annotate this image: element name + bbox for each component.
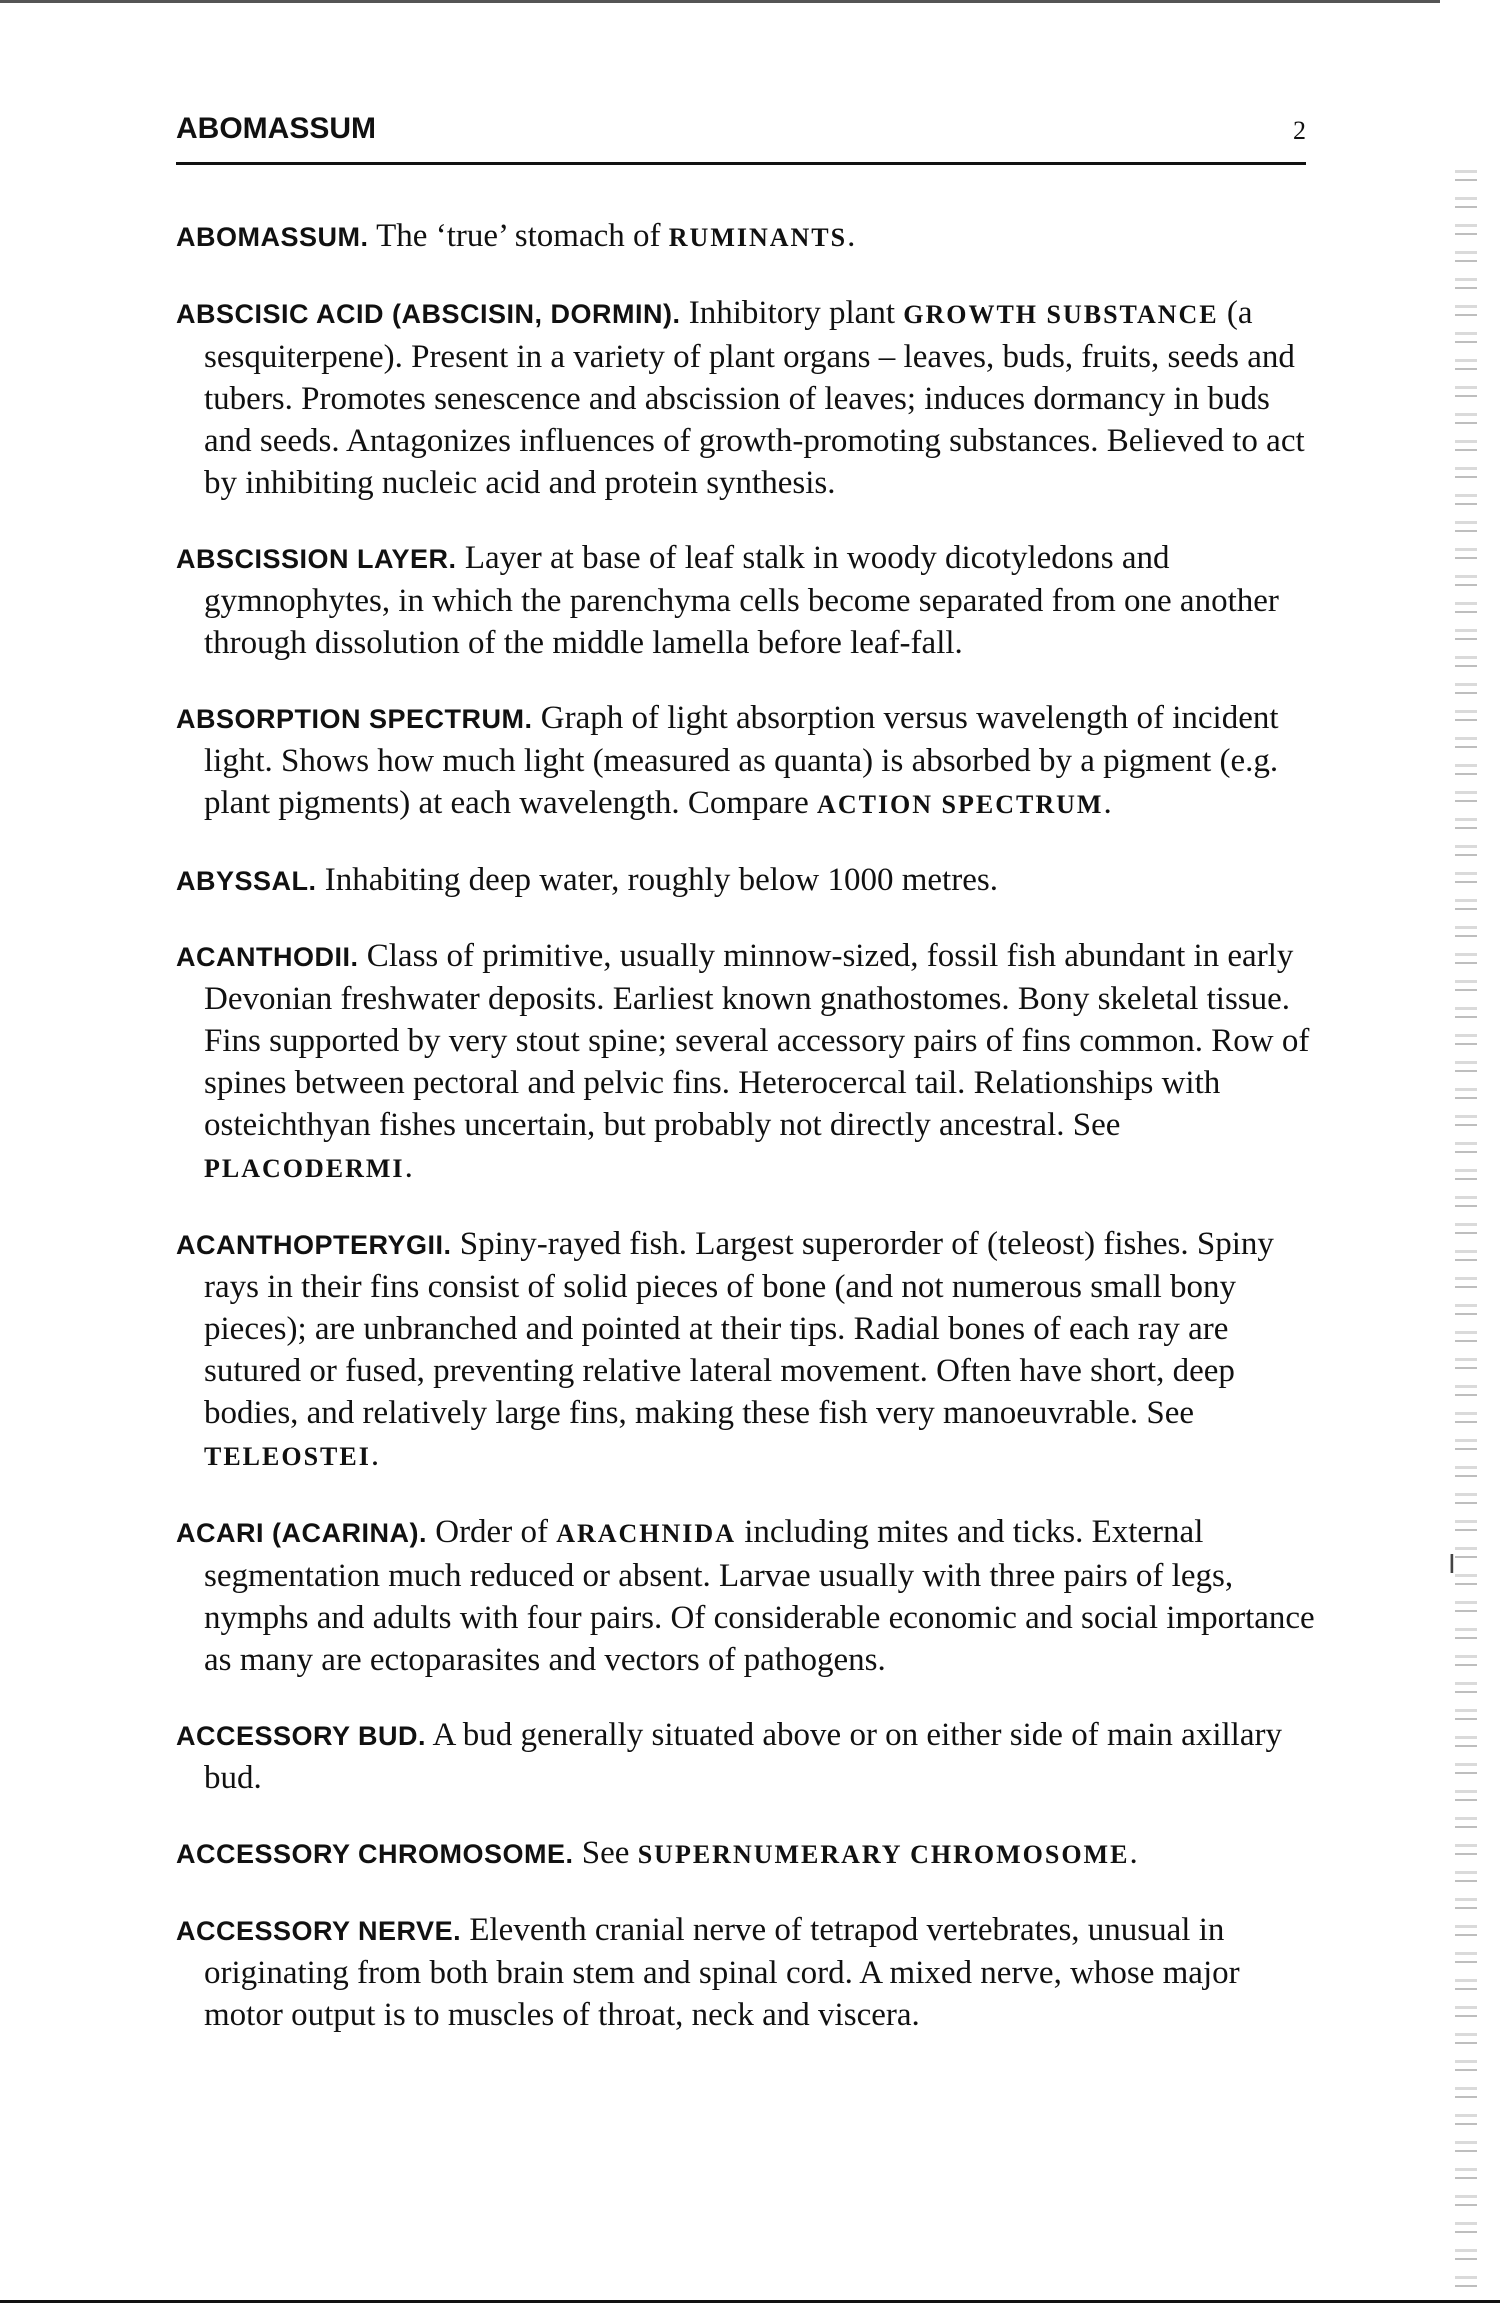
cross-reference: SUPERNUMERARY CHROMOSOME <box>637 1840 1130 1869</box>
running-head: ABOMASSUM <box>176 112 376 145</box>
entry-headword: ACCESSORY CHROMOSOME. <box>176 1839 574 1869</box>
right-margin-scan-strip <box>1455 170 1477 2290</box>
cross-reference: TELEOSTEI <box>204 1442 371 1471</box>
page-number: 2 <box>1293 116 1306 145</box>
entry-headword: ACANTHODII. <box>176 942 359 972</box>
dictionary-entry <box>176 537 1316 664</box>
entry-headword: ABSCISSION LAYER. <box>176 544 457 574</box>
entry-headword: ACANTHOPTERYGII. <box>176 1230 452 1260</box>
dictionary-entry <box>176 859 1316 902</box>
cross-reference: RUMINANTS <box>668 223 848 252</box>
entry-definition-text: including mites and ticks. External segmentation much reduced or absent. Larvae usually with three pairs of legs, nymphs and adults with four pairs. Of considerable economic and social importance as many are ectoparasites and vectors of pathogens. <box>204 1514 1315 1678</box>
cross-reference: PLACODERMI <box>204 1154 405 1183</box>
entry-definition-text: Spiny-rayed fish. Largest superorder of (teleost) fishes. Spiny rays in their fins consist of solid pieces of bone (and not numerous small bony pieces); are unbranched and pointed at their tips. Radial bones of each ray are sutured or fused, preventing relative lateral movement. Often have short, deep bodies, and relatively large fins, making these fish very manoeuvrable. See <box>204 1226 1274 1431</box>
entry-headword: ABSCISIC ACID (ABSCISIN, DORMIN). <box>176 299 681 329</box>
entry-definition-text: . <box>370 1437 380 1473</box>
dictionary-entry <box>176 292 1316 504</box>
cross-reference: ACTION SPECTRUM <box>817 790 1104 819</box>
entry-headword: ABOMASSUM. <box>176 222 369 252</box>
dictionary-entry <box>176 935 1316 1190</box>
entry-definition-text: . <box>1103 785 1112 821</box>
entry-definition-text: (a sesquiterpene). Present in a variety of plant organs – leaves, buds, fruits, seeds and tubers. Promotes senescence and abscission of leaves; induces dormancy in buds and seeds. Antagonizes influences of growth-promoting substances. Believed to act by inhibiting nucleic acid and protein synthesis. <box>204 295 1305 501</box>
top-scan-rule <box>0 0 1440 3</box>
entry-definition-text: Class of primitive, usually minnow-sized, fossil fish abundant in early Devonian freshwater deposits. Earliest known gnathostomes. Bony skeletal tissue. Fins supported by very stout spine; several accessory pairs of fins common. Row of spines between pectoral and pelvic fins. Heterocercal tail. Relationships with osteichthyan fishes uncertain, but probably not directly ancestral. See <box>204 938 1310 1143</box>
entry-definition-text: Graph of light absorption versus wavelength of incident light. Shows how much light (measured as quanta) is absorbed by a pigment (e.g. plant pigments) at each wavelength. Compare <box>204 700 1279 821</box>
entry-headword: ABYSSAL. <box>176 866 317 896</box>
cross-reference: GROWTH SUBSTANCE <box>903 300 1219 329</box>
dictionary-entries <box>176 182 1316 2058</box>
entry-definition-text: Inhibitory plant <box>680 295 904 331</box>
margin-mark: I <box>1448 1548 1456 1579</box>
dictionary-entry <box>176 1832 1316 1876</box>
dictionary-entry <box>176 697 1316 826</box>
entry-definition-text: See <box>573 1835 638 1871</box>
dictionary-entry <box>176 1714 1316 1799</box>
entry-definition-text: Inhabiting deep water, roughly below 1000 metres. <box>316 862 998 898</box>
cross-reference: ARACHNIDA <box>556 1519 736 1548</box>
entry-definition-text: . <box>404 1149 413 1185</box>
entry-definition-text: . <box>1129 1835 1138 1871</box>
entry-definition-text: Order of <box>426 1514 557 1550</box>
entry-definition-text: The ‘true’ stomach of <box>368 218 669 254</box>
entry-headword: ABSORPTION SPECTRUM. <box>176 704 533 734</box>
entry-headword: ACCESSORY NERVE. <box>176 1916 462 1946</box>
page-header <box>176 108 1306 165</box>
dictionary-entry <box>176 1223 1316 1478</box>
entry-headword: ACARI (ACARINA). <box>176 1518 427 1548</box>
entry-definition-text: Layer at base of leaf stalk in woody dicotyledons and gymnophytes, in which the parenchyma cells become separated from one another through dissolution of the middle lamella before leaf-fall. <box>204 540 1279 661</box>
bottom-rule <box>0 2300 1500 2303</box>
entry-definition-text: A bud generally situated above or on either side of main axillary bud. <box>204 1717 1282 1796</box>
entry-definition-text: Eleventh cranial nerve of tetrapod vertebrates, unusual in originating from both brain stem and spinal cord. A mixed nerve, whose major motor output is to muscles of throat, neck and viscera. <box>204 1912 1240 2033</box>
dictionary-entry <box>176 215 1316 259</box>
dictionary-entry <box>176 1511 1316 1681</box>
dictionary-entry <box>176 1909 1316 2036</box>
entry-definition-text: . <box>847 218 856 254</box>
entry-headword: ACCESSORY BUD. <box>176 1721 427 1751</box>
